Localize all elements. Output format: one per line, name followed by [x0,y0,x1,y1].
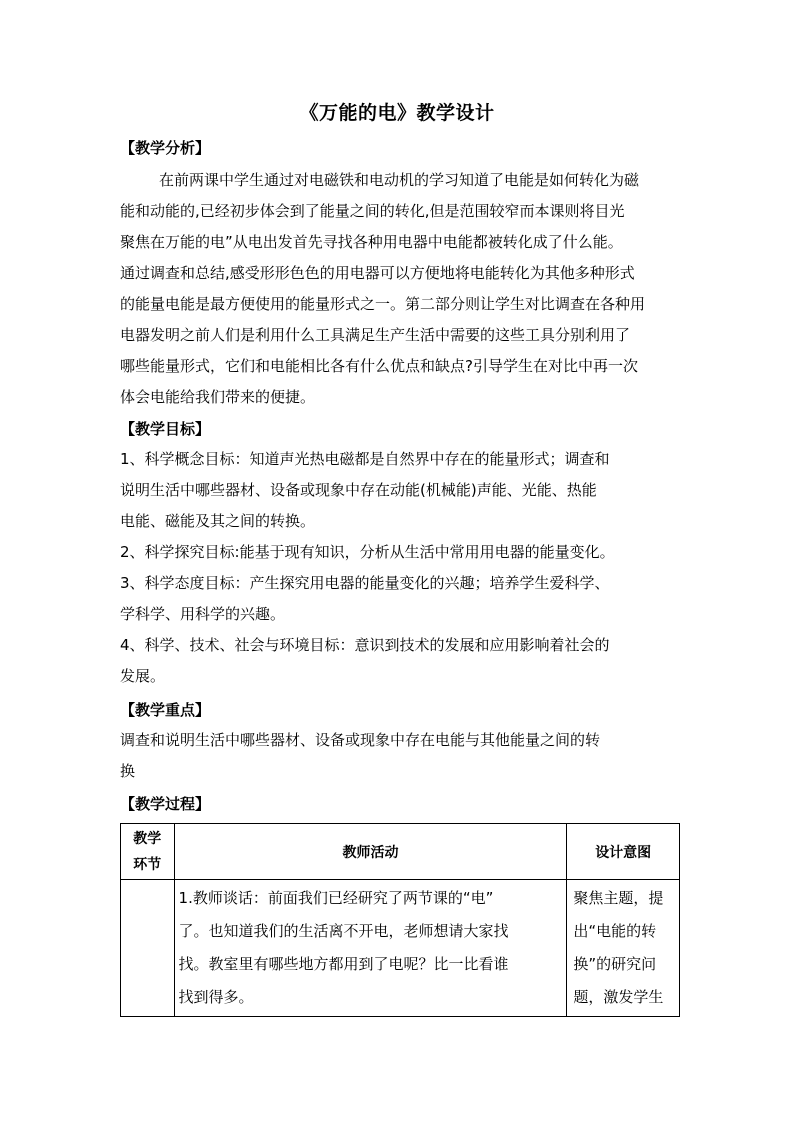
paragraph-line: 2、科学探究目标:能基于现有知识，分析从生活中常用用电器的能量变化。 [120,543,615,561]
column-header-design-intent: 设计意图 [567,824,680,880]
paragraph-line: 在前两课中学生通过对电磁铁和电动机的学习知道了电能是如何转化为磁 [159,171,640,189]
paragraph-line: 电能、磁能及其之间的转换。 [120,512,316,530]
paragraph-line: 电器发明之前人们是利用什么工具满足生产生活中需要的这些工具分别利用了 [120,326,631,344]
cell-line: 聚焦主题，提 [573,889,664,907]
cell-line: 换”的研究问 [573,955,657,973]
table-header-row [121,824,680,880]
column-header-teacher-activity: 教师活动 [174,824,567,880]
paragraph-line: 体会电能给我们带来的便捷。 [120,388,316,406]
column-header-stage-line1: 教学 [133,830,162,847]
section-heading-key-points: 【教学重点】 [120,701,211,719]
paragraph-line: 发展。 [120,667,166,685]
section-heading-goals: 【教学目标】 [120,420,211,438]
table-cell-design-intent [567,880,680,1017]
cell-line: 找。教室里有哪些地方都用到了电呢？比一比看谁 [178,955,509,973]
paragraph-line: 4、科学、技术、社会与环境目标：意识到技术的发展和应用影响着社会的 [120,636,610,654]
cell-line: 找到得多。 [178,988,254,1006]
paragraph-line: 说明生活中哪些器材、设备或现象中存在动能(机械能)声能、光能、热能 [120,481,597,499]
cell-line: 了。也知道我们的生活离不开电，老师想请大家找 [178,922,509,940]
paragraph-line: 通过调查和总结,感受形形色色的用电器可以方便地将电能转化为其他多种形式 [120,264,635,282]
table-row [121,880,680,1017]
column-header-stage [121,824,175,880]
paragraph-line: 哪些能量形式，它们和电能相比各有什么优点和缺点?引导学生在对比中再一次 [120,357,638,375]
document-title: 《万能的电》教学设计 [299,102,495,124]
paragraph-line: 调查和说明生活中哪些器材、设备或现象中存在电能与其他能量之间的转 [120,731,601,749]
paragraph-line: 1、科学概念目标：知道声光热电磁都是自然界中存在的能量形式；调查和 [120,450,610,468]
teaching-process-table [120,823,680,1017]
cell-line: 题，激发学生 [573,988,664,1006]
table-cell-stage [121,880,175,1017]
cell-line: 1.教师谈话：前面我们已经研究了两节课的“电” [178,889,494,907]
paragraph-line: 能和动能的,已经初步体会到了能量之间的转化,但是范围较窄而本课则将目光 [120,202,625,220]
key-points-paragraph [120,725,686,787]
analysis-paragraph [120,165,686,413]
section-heading-analysis: 【教学分析】 [120,139,211,157]
paragraph-line: 聚焦在万能的电”从电出发首先寻找各种用电器中电能都被转化成了什么能。 [120,233,623,251]
cell-line: 出“电能的转 [573,922,657,940]
paragraph-line: 换 [120,762,136,780]
paragraph-line: 的能量电能是最方便使用的能量形式之一。第二部分则让学生对比调查在各种用 [120,295,646,313]
table-cell-teacher-activity [174,880,567,1017]
section-heading-process: 【教学过程】 [120,795,211,813]
paragraph-line: 学科学、用科学的兴趣。 [120,605,286,623]
column-header-stage-line2: 环节 [133,856,162,873]
paragraph-line: 3、科学态度目标：产生探究用电器的能量变化的兴趣；培养学生爱科学、 [120,574,610,592]
goals-paragraph [120,444,686,692]
